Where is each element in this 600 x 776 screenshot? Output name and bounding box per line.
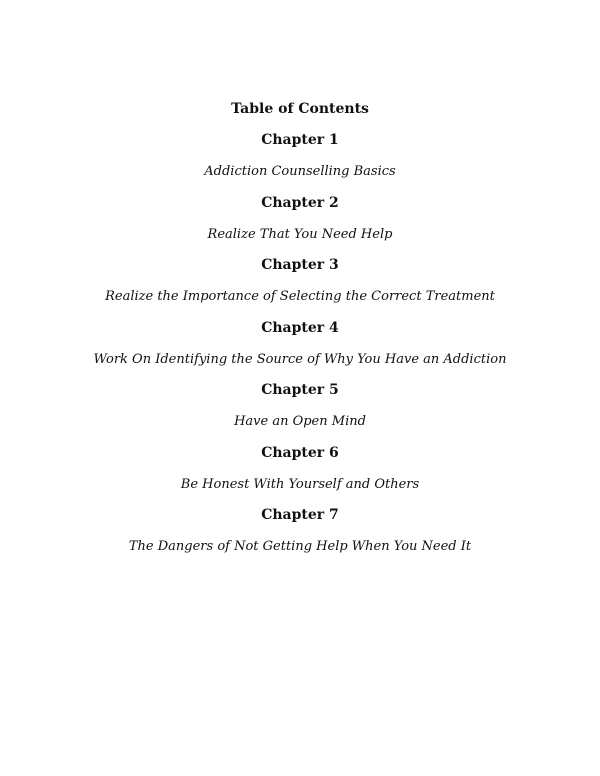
chapter-heading: Chapter 1 [261,132,339,148]
toc-list [0,131,600,569]
chapter-heading: Chapter 5 [261,382,339,398]
chapter-heading: Chapter 4 [261,319,339,336]
chapter-subtitle: Realize That You Need Help [207,226,393,242]
chapter-heading: Chapter 3 [261,257,339,273]
chapter-subtitle: Addiction Counselling Basics [204,164,396,179]
chapter-heading: Chapter 2 [261,194,339,211]
toc-entry-chapter-4 [0,319,600,382]
toc-entry-chapter-7 [0,506,600,569]
toc-entry-chapter-3 [0,256,600,319]
chapter-subtitle: The Dangers of Not Getting Help When You Need It [128,539,472,554]
chapter-subtitle: Have an Open Mind [234,414,366,429]
chapter-heading: Chapter 7 [261,507,339,523]
chapter-subtitle: Work On Identifying the Source of Why You Have an Addiction [93,351,507,367]
chapter-subtitle: Be Honest With Yourself and Others [180,476,420,492]
toc-entry-chapter-6 [0,444,600,507]
chapter-heading: Chapter 6 [261,444,339,461]
toc-entry-chapter-5 [0,381,600,444]
toc-title: Table of Contents [231,101,369,117]
chapter-subtitle: Realize the Importance of Selecting the Correct Treatment [105,289,495,304]
toc-entry-chapter-2 [0,194,600,257]
toc-entry-chapter-1 [0,131,600,194]
